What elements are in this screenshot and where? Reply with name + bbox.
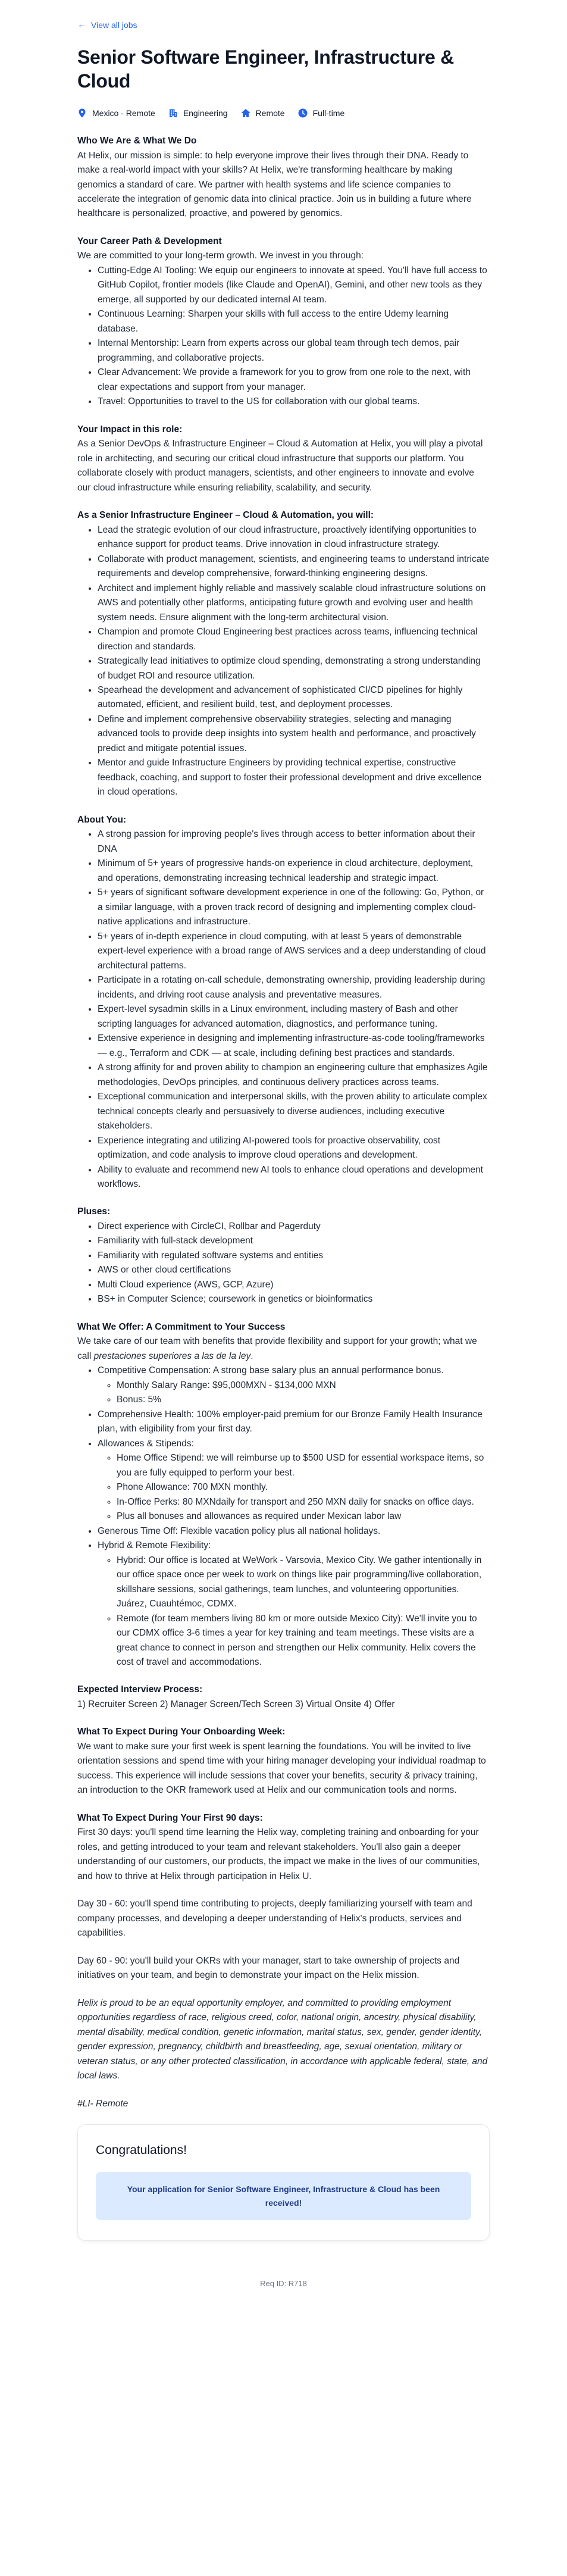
onboarding-heading: What To Expect During Your Onboarding Week: [77, 1727, 286, 1737]
job-description [77, 134, 490, 2111]
confirmation-card [77, 2124, 490, 2241]
section-responsibilities [77, 508, 490, 800]
offer-intro-emphasis: prestaciones superiores a las de la ley [93, 1350, 251, 1361]
section-first-90-days [77, 1811, 490, 1983]
view-all-jobs-link[interactable] [77, 18, 490, 32]
list-item [98, 1364, 490, 1407]
first-90-p2: Day 30 - 60: you'll spend time contributing to projects, deeply familiarizing yourself with team and company processes, and developing a deeper understanding of Helix's products, services and capabilities. [77, 1899, 472, 1939]
list-item: • Exceptional communication and interpersonal skills, with the proven ability to articulate complex technical concepts clearly and persuasively to diverse audiences, including executive stakeholders. [98, 1090, 490, 1133]
list-item: • Experience integrating and utilizing AI-powered tools for proactive observability, cost optimization, and code analysis to improve cloud operations and development. [98, 1134, 490, 1163]
meta-department-label: Engineering [183, 108, 228, 118]
who-we-are-heading: Who We Are & What We Do [77, 136, 197, 146]
meta-employment-type-label: Full-time [312, 108, 345, 118]
section-offer [77, 1320, 490, 1670]
list-item: • Participate in a rotating on-call schedule, demonstrating ownership, providing leadership during incidents, and driving root cause analysis and preventative measures. [98, 973, 490, 1002]
arrow-left-icon: ← [77, 20, 86, 30]
responsibilities-list [77, 523, 490, 800]
pluses-list [77, 1220, 490, 1307]
interview-text: 1) Recruiter Screen 2) Manager Screen/Tech Screen 3) Virtual Onsite 4) Offer [77, 1699, 395, 1709]
list-item: • Architect and implement highly reliable and massively scalable cloud infrastructure solutions on AWS and potentially other platforms, anticipating future growth and evolving user and health system needs. Ensure alignment with the long-term architectural vision. [98, 582, 490, 625]
view-all-jobs-label: View all jobs [91, 20, 137, 30]
linkedin-tag: #LI- Remote [77, 2098, 129, 2109]
list-item: • A strong passion for improving people's lives through access to better information about their DNA [98, 827, 490, 856]
offer-intro [77, 1334, 490, 1364]
list-item: • Comprehensive Health: 100% employer-paid premium for our Bronze Family Health Insurance plan, with eligibility from your first day. [98, 1408, 490, 1437]
list-item: • AWS or other cloud certifications [98, 1263, 490, 1277]
list-item: • Champion and promote Cloud Engineering best practices across teams, influencing technical direction and standards. [98, 625, 490, 654]
location-pin-icon [77, 108, 87, 118]
offer-list [77, 1364, 490, 1670]
req-id: Req ID: R718 [260, 2279, 307, 2289]
job-meta [77, 107, 490, 120]
sub-list-item: ◦ Monthly Salary Range: $95,000MXN - $134,000 MXN [117, 1378, 490, 1393]
list-item: • Familiarity with regulated software systems and entities [98, 1249, 490, 1263]
pluses-heading: Pluses: [77, 1206, 111, 1217]
offer-compensation: Competitive Compensation: A strong base salary plus an annual performance bonus. [98, 1365, 444, 1376]
list-item: • 5+ years of significant software development experience in one of the following: Go, Python, or a similar language, with a proven track record of designing and implementing complex cloud-native applications and infrastructure. [98, 886, 490, 929]
list-item: • Generous Time Off: Flexible vacation policy plus all national holidays. [98, 1524, 490, 1539]
meta-workplace-label: Remote [255, 108, 285, 118]
list-item: • Minimum of 5+ years of progressive hands-on experience in cloud architecture, deployment, and operations, demonstrating increasing technical leadership and strategic impact. [98, 856, 490, 886]
meta-location-label: Mexico - Remote [92, 108, 155, 118]
sub-list-item: ◦ Plus all bonuses and allowances as required under Mexican labor law [117, 1509, 490, 1524]
list-item: • 5+ years of in-depth experience in cloud computing, with at least 5 years of demonstrable expert-level experience with a broad range of AWS services and a deep understanding of cloud architectural patterns. [98, 930, 490, 973]
list-item: • Travel: Opportunities to travel to the US for collaboration with our global teams. [98, 395, 490, 409]
compensation-sublist [98, 1378, 490, 1408]
meta-department [168, 107, 228, 120]
sub-list-item: ◦ Bonus: 5% [117, 1393, 490, 1407]
first-90-p3: Day 60 - 90: you'll build your OKRs with your manager, start to take ownership of projects and initiatives on your team, and begin to demonstrate your impact on the Helix mission. [77, 1955, 460, 1981]
offer-heading: What We Offer: A Commitment to Your Success [77, 1321, 286, 1332]
career-heading: Your Career Path & Development [77, 236, 222, 246]
sub-list-item: ◦ Remote (for team members living 80 km or more outside Mexico City): We'll invite you to our CDMX office 3-6 times a year for key training and team meetings. These visits are a great chance to connect in person and strengthen our Helix community. Helix covers the cost of travel and accommodations. [117, 1612, 490, 1670]
list-item: • Direct experience with CircleCI, Rollbar and Pagerduty [98, 1220, 490, 1234]
house-icon [241, 108, 250, 118]
list-item: • Cutting-Edge AI Tooling: We equip our engineers to innovate at speed. You'll have full access to GitHub Copilot, frontier models (like Claude and OpenAI), Gemini, and other new tools as they emerge, all supported by our dedicated internal AI team. [98, 264, 490, 307]
first-90-heading: What To Expect During Your First 90 days: [77, 1812, 263, 1823]
first-90-p1: First 30 days: you'll spend time learning the Helix way, completing training and onboarding for your roles, and getting introduced to your team and relevant stakeholders. You'll also gain a deeper understanding of our customers, our products, the impact we make in the lives of our communities, and how to thrive at Helix through participation in Helix U. [77, 1827, 480, 1881]
list-item: • Strategically lead initiatives to optimize cloud spending, demonstrating a strong understanding of budget ROI and resource utilization. [98, 654, 490, 683]
list-item: • Lead the strategic evolution of our cloud infrastructure, proactively identifying opportunities to enhance support for product teams. Drive innovation in cloud infrastructure strategy. [98, 523, 490, 552]
confirmation-heading: Congratulations! [96, 2143, 187, 2158]
allowances-sublist [98, 1451, 490, 1524]
list-item: • Extensive experience in designing and implementing infrastructure-as-code tooling/frameworks — e.g., Terraform and CDK — at scale, including defining best practices and standards. [98, 1031, 490, 1061]
sub-list-item: ◦ Home Office Stipend: we will reimburse up to $500 USD for essential workspace items, so you are fully equipped to perform your best. [117, 1451, 490, 1480]
list-item: • A strong affinity for and proven ability to champion an engineering culture that emphasizes Agile methodologies, DevOps principles, and continuous delivery practices across teams. [98, 1061, 490, 1090]
offer-intro-suffix: . [250, 1350, 253, 1361]
career-list [77, 264, 490, 409]
list-item: • Define and implement comprehensive observability strategies, selecting and managing advanced tools to provide deep insights into system health and performance, and proactively predict and mitigate potential issues. [98, 712, 490, 756]
about-you-heading: About You: [77, 814, 127, 825]
list-item: • Ability to evaluate and recommend new AI tools to enhance cloud operations and development workflows. [98, 1163, 490, 1192]
sub-list-item: ◦ Phone Allowance: 700 MXN monthly. [117, 1480, 490, 1495]
job-title: Senior Software Engineer, Infrastructure & Cloud [77, 46, 454, 92]
offer-hybrid: Hybrid & Remote Flexibility: [98, 1540, 211, 1551]
meta-employment-type [298, 107, 345, 120]
list-item: • Expert-level sysadmin skills in a Linux environment, including mastery of Bash and other scripting languages for advanced automation, diagnostics, and performance tuning. [98, 1002, 490, 1031]
offer-intro-prefix: We take care of our team with benefits that provide flexibility and support for your growth; what we call [77, 1336, 477, 1361]
section-pluses [77, 1205, 490, 1306]
onboarding-text: We want to make sure your first week is spent learning the foundations. You will be invited to live orientation sessions and spend time with your hiring manager developing your individual roadmap to success. This experience will include sessions that cover your benefits, security & privacy training, an introduction to the OKR framework used at Helix and our communication tools and norms. [77, 1741, 486, 1796]
list-item: • Internal Mentorship: Learn from experts across our global team through tech demos, pair programming, and collaborative projects. [98, 336, 490, 365]
meta-location [77, 107, 155, 120]
section-who-we-are [77, 134, 490, 221]
section-career [77, 235, 490, 409]
about-you-list [77, 827, 490, 1192]
list-item: • Clear Advancement: We provide a framework for you to grow from one role to the next, with clear expectations and support from your manager. [98, 365, 490, 395]
list-item [98, 1437, 490, 1524]
list-item: • Familiarity with full-stack development [98, 1234, 490, 1248]
sub-list-item: ◦ Hybrid: Our office is located at WeWork - Varsovia, Mexico City. We gather intentionally in our office space once per week to work on things like pair programming/live collaboration, skillshare sessions, social gatherings, team lunches, and volunteering opportunities. Juárez, Cuauhtémoc, CDMX. [117, 1553, 490, 1612]
section-impact [77, 423, 490, 495]
list-item [98, 1539, 490, 1670]
list-item: • Collaborate with product management, scientists, and engineering teams to understand intricate requirements and develop comprehensive, forward-thinking engineering designs. [98, 552, 490, 582]
list-item: • Multi Cloud experience (AWS, GCP, Azure) [98, 1278, 490, 1292]
list-item: • Spearhead the development and advancement of sophisticated CI/CD pipelines for highly automated, efficient, and resilient build, test, and deployment processes. [98, 683, 490, 712]
section-about-you [77, 813, 490, 1192]
list-item: • BS+ in Computer Science; coursework in genetics or bioinformatics [98, 1292, 490, 1306]
meta-workplace [241, 107, 285, 120]
hybrid-sublist [98, 1553, 490, 1670]
sub-list-item: ◦ In-Office Perks: 80 MXNdaily for transport and 250 MXN daily for snacks on office days. [117, 1495, 490, 1509]
section-interview [77, 1683, 490, 1712]
confirmation-message: Your application for Senior Software Engineer, Infrastructure & Cloud has been received! [96, 2172, 471, 2220]
impact-text: As a Senior DevOps & Infrastructure Engineer – Cloud & Automation at Helix, you will play a pivotal role in architecting, and securing our critical cloud infrastructure that supports our platform. You collaborate closely with product managers, scientists, and other engineers to innovate and evolve our cloud infrastructure while ensuring reliability, scalability, and security. [77, 439, 483, 493]
eeo-statement: Helix is proud to be an equal opportunity employer, and committed to providing employment opportunities regardless of race, religious creed, color, national origin, ancestry, physical disability, mental disability, medical condition, genetic information, marital status, sex, gender, gender identity, gender expression, pregnancy, childbirth and breastfeeding, age, sexual orientation, military or veteran status, or any other protected classification, in accordance with applicable federal, state, and local laws. [77, 1997, 488, 2081]
clock-icon [298, 108, 308, 118]
list-item: • Mentor and guide Infrastructure Engineers by providing technical expertise, constructive feedback, coaching, and support to foster their professional development and drive excellence in cloud operations. [98, 756, 490, 799]
career-intro: We are committed to your long-term growth. We invest in you through: [77, 251, 364, 261]
interview-heading: Expected Interview Process: [77, 1684, 203, 1695]
list-item: • Continuous Learning: Sharpen your skills with full access to the entire Udemy learning database. [98, 307, 490, 336]
offer-allowances: Allowances & Stipends: [98, 1438, 194, 1449]
section-onboarding [77, 1725, 490, 1797]
building-icon [168, 108, 178, 118]
section-eeo [77, 1996, 490, 2111]
impact-heading: Your Impact in this role: [77, 424, 183, 434]
responsibilities-heading: As a Senior Infrastructure Engineer – Cloud & Automation, you will: [77, 510, 374, 521]
who-we-are-text: At Helix, our mission is simple: to help everyone improve their lives through their DNA. Ready to make a real-world impact with your skills? At Helix, we're transforming healthcare by making genomics a standard of care. We partner with health systems and life science companies to accelerate the integration of genomic data into clinical practice. Join us in building a future where healthcare is personalized, proactive, and powered by genomics. [77, 150, 472, 219]
